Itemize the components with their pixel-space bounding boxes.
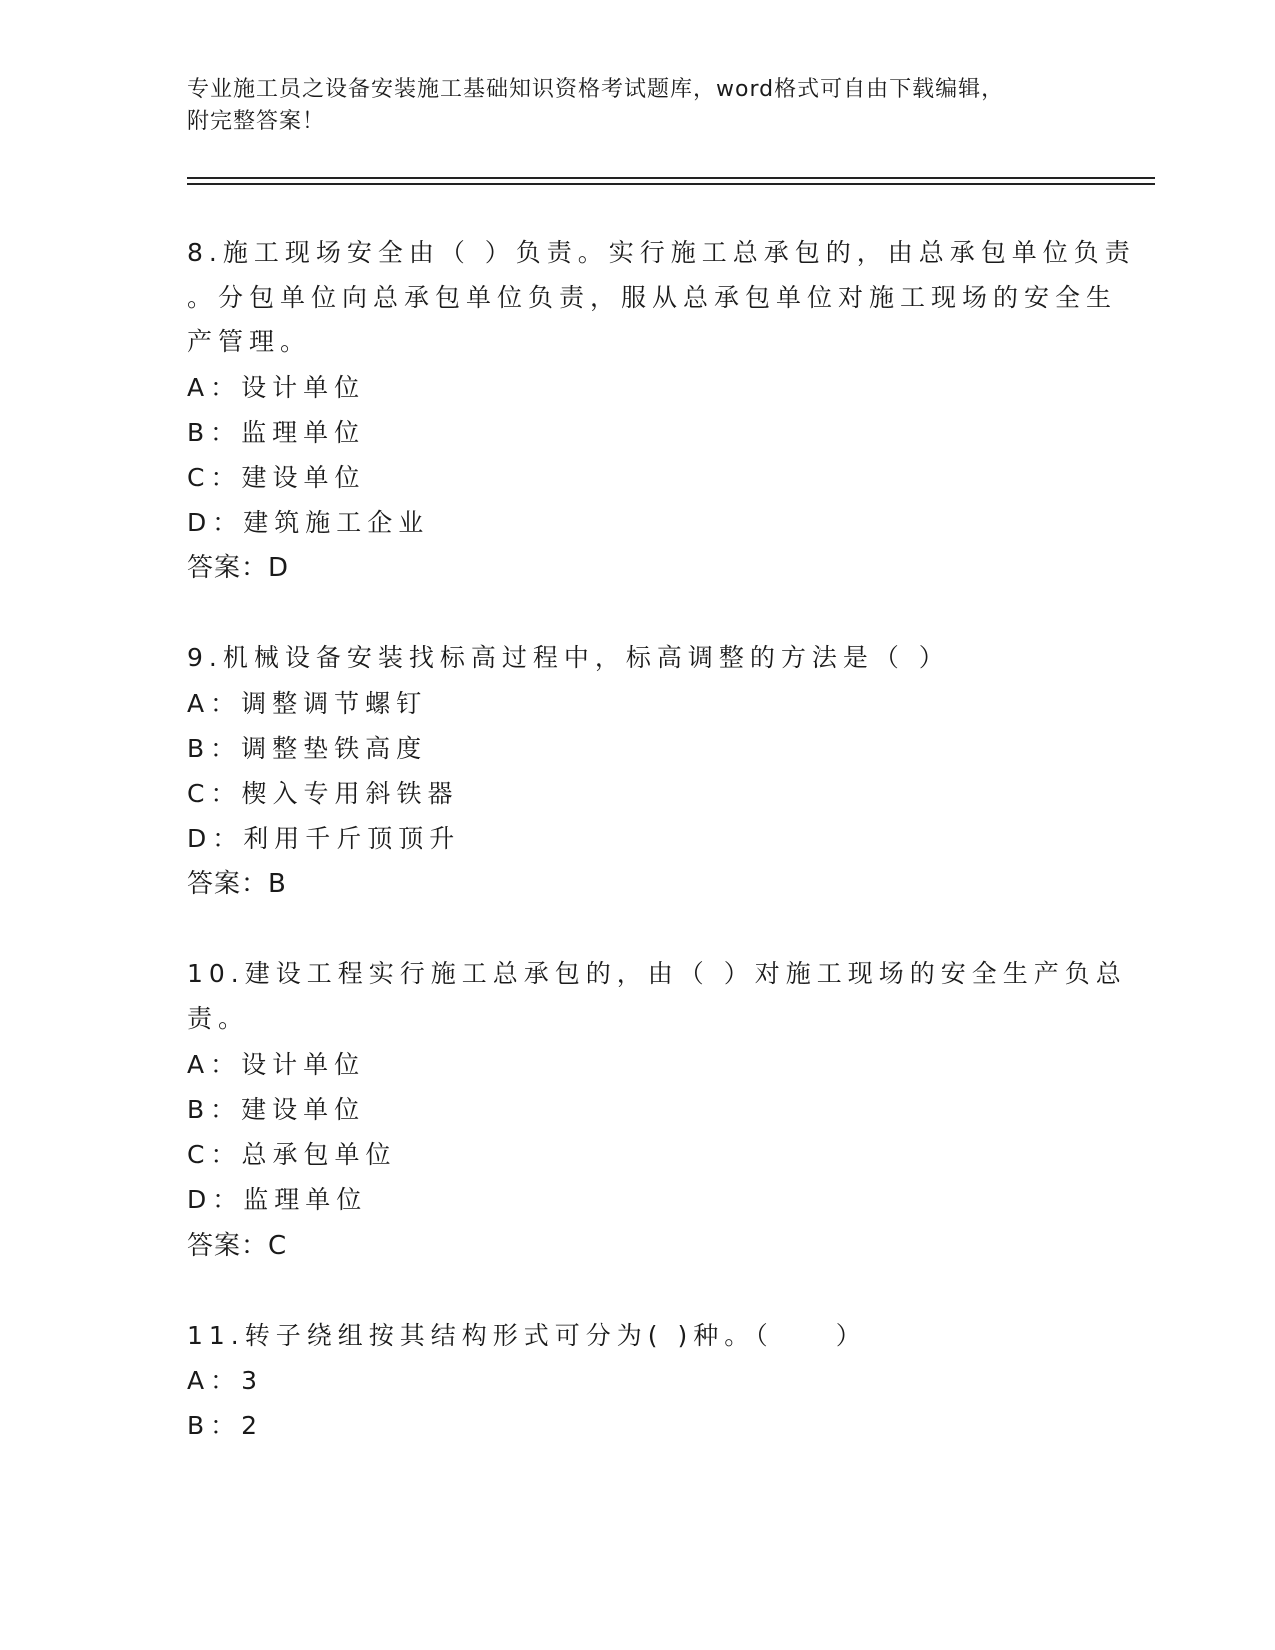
header-line-2: 附完整答案！	[187, 109, 326, 134]
question-9-answer: 答案：B	[187, 869, 287, 899]
question-11-text-line-1: 11.转子绕组按其结构形式可分为( )种。（ ）	[187, 1321, 867, 1350]
question-8-option-c: C：建设单位	[187, 463, 366, 492]
question-8-option-a: A：设计单位	[187, 373, 366, 402]
question-8-option-b: B：监理单位	[187, 418, 366, 447]
question-8-text-line-1: 8.施工现场安全由（ ）负责。实行施工总承包的，由总承包单位负责	[187, 238, 1136, 267]
question-10-option-a: A：设计单位	[187, 1050, 366, 1079]
question-10-text-line-1: 10.建设工程实行施工总承包的，由（ ）对施工现场的安全生产负总	[187, 959, 1127, 988]
question-10-option-d: D：监理单位	[187, 1185, 368, 1214]
document-header	[187, 74, 1087, 138]
question-11-option-b: B：2	[187, 1411, 264, 1440]
question-9-option-d: D：利用千斤顶顶升	[187, 824, 461, 853]
question-8-text-line-3: 产管理。	[187, 327, 312, 356]
question-10-text-line-2: 责。	[187, 1004, 250, 1033]
question-8-answer: 答案：D	[187, 553, 290, 583]
header-line-1: 专业施工员之设备安装施工基础知识资格考试题库，word格式可自由下载编辑，	[187, 77, 1005, 102]
question-9-option-a: A：调整调节螺钉	[187, 689, 428, 718]
question-8-option-d: D：建筑施工企业	[187, 508, 430, 537]
question-10-option-b: B：建设单位	[187, 1095, 366, 1124]
question-11-option-a: A：3	[187, 1366, 264, 1395]
question-9-option-b: B：调整垫铁高度	[187, 734, 428, 763]
question-10-option-c: C：总承包单位	[187, 1140, 397, 1169]
question-9-option-c: C：楔入专用斜铁器	[187, 779, 459, 808]
header-divider-top	[187, 177, 1155, 179]
header-divider-bottom	[187, 183, 1155, 185]
question-9-text-line-1: 9.机械设备安装找标高过程中，标高调整的方法是（ ）	[187, 643, 950, 672]
question-8-text-line-2: 。分包单位向总承包单位负责，服从总承包单位对施工现场的安全生	[187, 283, 1118, 312]
question-10-answer: 答案：C	[187, 1231, 288, 1261]
